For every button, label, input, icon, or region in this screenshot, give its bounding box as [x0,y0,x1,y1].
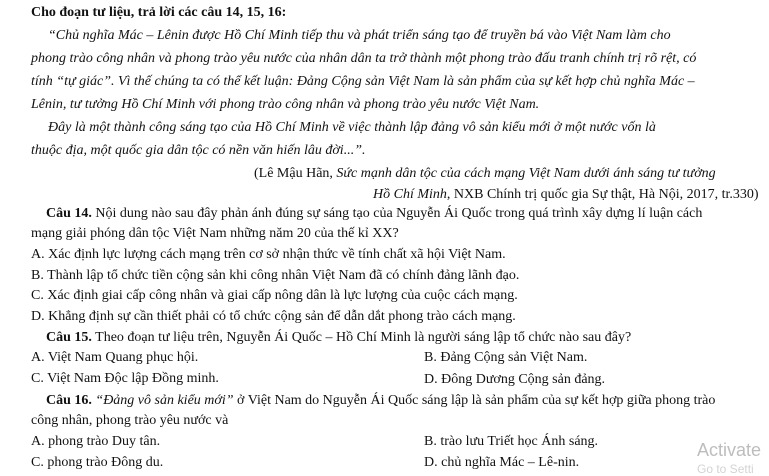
question-15-option-c: C. Việt Nam Độc lập Đồng minh. [31,371,219,386]
question-15-label: Câu 15. [46,330,92,345]
question-16-text: ở Việt Nam do Nguyễn Ái Quốc sáng lập là sản phẩm của sự kết hợp giữa phong trào [233,393,716,408]
question-16-line-2: công nhân, phong trào yêu nước và [31,413,229,428]
question-14-option-c: C. Xác định giai cấp công nhân và giai cấp nông dân là lực lượng của cuộc cách mạng. [31,288,518,303]
activation-watermark: Activate [697,440,762,460]
question-15-option-d: D. Đông Dương Cộng sản đảng. [424,372,606,387]
question-14-option-b: B. Thành lập tổ chức tiền cộng sản khi công nhân Việt Nam đã có chính đảng lãnh đạo. [31,268,520,283]
question-14-text: Nội dung nào sau đây phản ánh đúng sự sáng tạo của Nguyễn Ái Quốc trong quá trình xây dựng lí luận cách [91,206,703,221]
question-15-text: Theo đoạn tư liệu trên, Nguyễn Ái Quốc – Hồ Chí Minh là người sáng lập tổ chức nào sau đây? [91,330,632,345]
question-14-line-1 [46,205,702,223]
passage-line-2: phong trào công nhân và phong trào yêu nước của nhân dân ta trở thành một phong trào đấu tranh chính trị rõ rệt, có [31,51,697,66]
passage-line-6: thuộc địa, một quốc gia dân tộc có nền văn hiến lâu đời...”. [31,143,366,158]
question-16-option-b: B. trào lưu Triết học Ánh sáng. [424,434,599,449]
question-14-option-d: D. Khẳng định sự cần thiết phải có tổ chức cộng sản để dẫn dắt phong trào cách mạng. [31,309,516,324]
source-title-part-1: Sức mạnh dân tộc của cách mạng Việt Nam dưới ánh sáng tư tưởng [336,166,716,181]
passage-line-4: Lênin, tư tưởng Hồ Chí Minh với phong trào công nhân và phong trào yêu nước Việt Nam. [31,97,540,112]
question-14-line-2: mạng giải phóng dân tộc Việt Nam những năm 20 của thế kỉ XX? [31,226,399,241]
activation-watermark-sub: Go to Setti [697,462,754,476]
passage-line-1: “Chủ nghĩa Mác – Lênin được Hồ Chí Minh tiếp thu và phát triển sáng tạo để truyền bá vào Việt Nam làm cho [48,28,671,43]
source-title-part-2: Hồ Chí Minh [373,187,447,202]
question-15-option-b: B. Đảng Cộng sản Việt Nam. [424,350,588,365]
question-16-quote: “Đảng vô sản kiểu mới” [91,393,234,408]
source-suffix: , NXB Chính trị quốc gia Sự thật, Hà Nội, 2017, tr.330) [446,187,759,202]
question-16-option-d: D. chủ nghĩa Mác – Lê-nin. [424,455,580,470]
question-15-option-a: A. Việt Nam Quang phục hội. [31,350,199,365]
source-citation-line-2 [373,186,759,204]
question-16-label: Câu 16. [46,393,92,408]
instruction-heading: Cho đoạn tư liệu, trả lời các câu 14, 15, 16: [31,5,287,20]
question-16-line-1 [46,392,715,410]
question-15-line [46,329,631,347]
question-14-option-a: A. Xác định lực lượng cách mạng trên cơ sở nhận thức về tính chất xã hội Việt Nam. [31,247,506,262]
source-prefix: (Lê Mậu Hãn, [254,166,337,181]
passage-line-5: Đây là một thành công sáng tạo của Hồ Chí Minh về việc thành lập đảng vô sản kiểu mới ở một nước vốn là [48,120,656,135]
question-14-label: Câu 14. [46,206,92,221]
question-16-option-a: A. phong trào Duy tân. [31,434,161,449]
question-16-option-c: C. phong trào Đông du. [31,455,164,470]
source-citation-line-1 [254,165,716,183]
passage-line-3: tính “tự giác”. Vì thế chúng ta có thể kết luận: Đảng Cộng sản Việt Nam là sản phẩm của sự kết hợp chủ nghĩa Mác – [31,74,695,89]
